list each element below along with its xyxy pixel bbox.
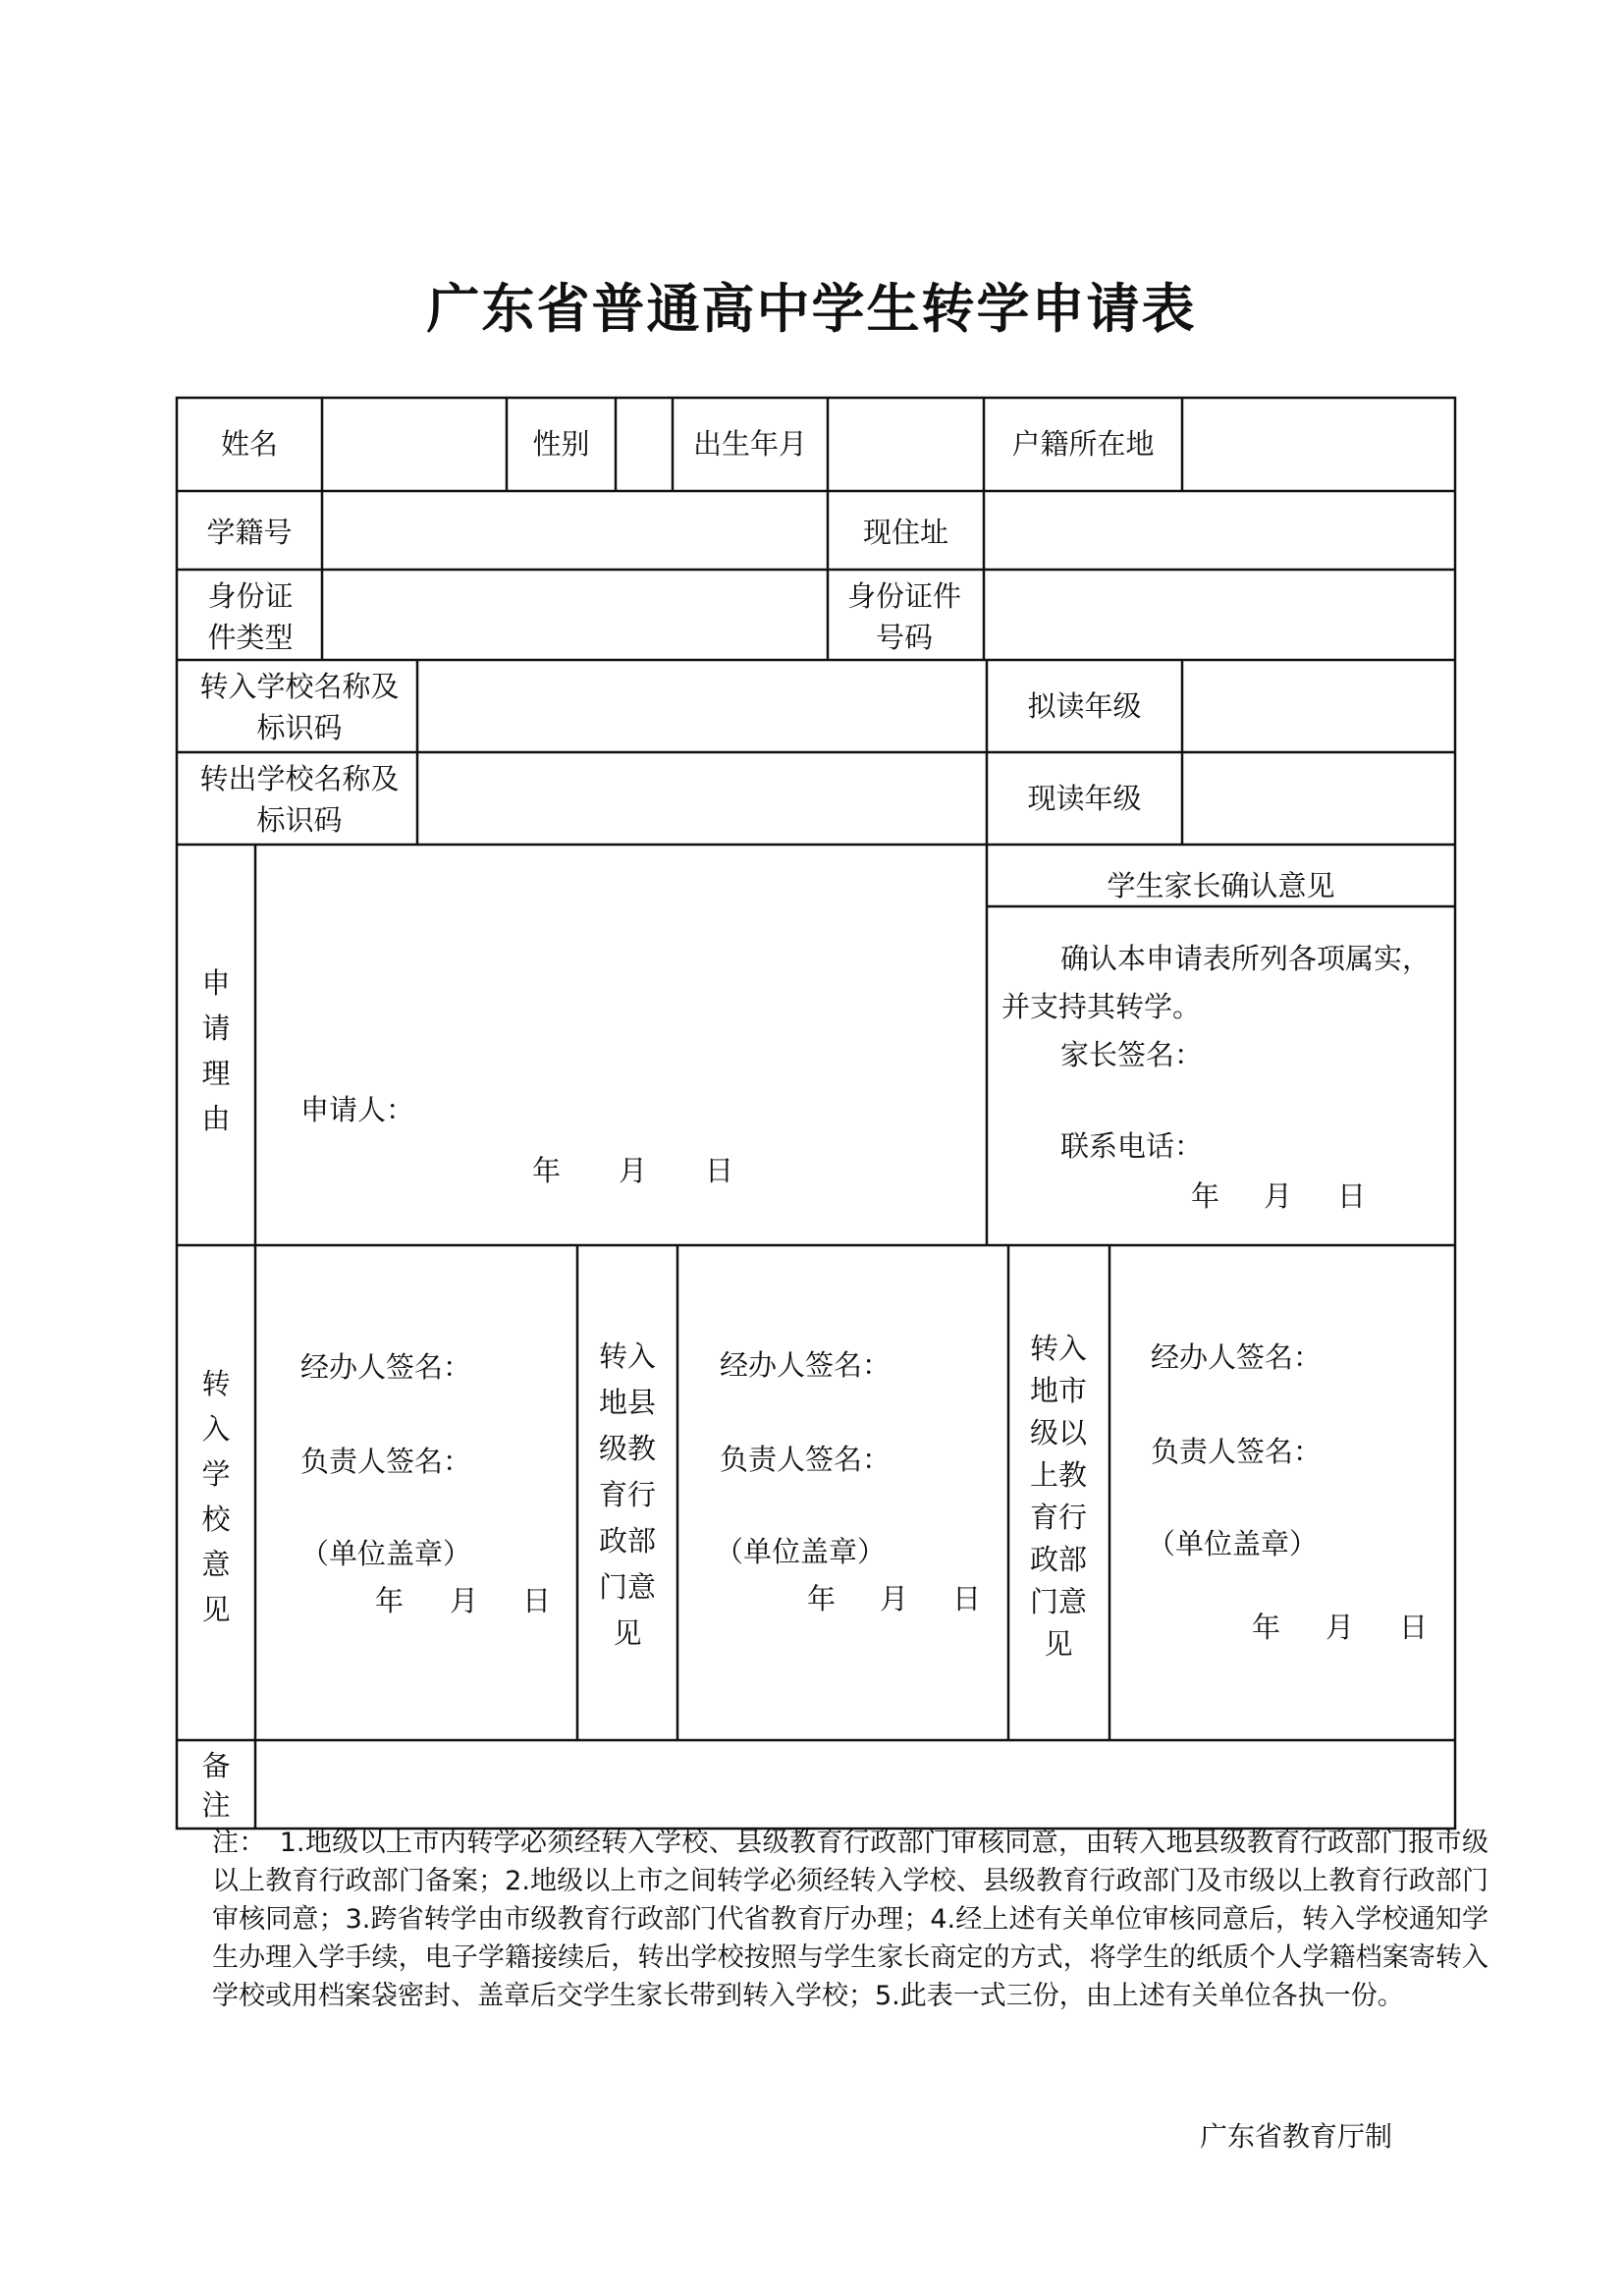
county-date-month: 月 bbox=[880, 1582, 909, 1615]
label-id-number: 身份证件号码 bbox=[847, 579, 962, 654]
label-address: 现住址 bbox=[862, 516, 948, 549]
city-date-day: 日 bbox=[1399, 1611, 1429, 1644]
label-remarks: 备注 bbox=[201, 1749, 231, 1822]
label-name: 姓名 bbox=[220, 427, 278, 461]
reason-date-day: 日 bbox=[705, 1154, 734, 1187]
label-student-id: 学籍号 bbox=[206, 516, 293, 549]
label-transfer-in-school: 转入学校名称及标识码 bbox=[199, 670, 400, 744]
county-date-day: 日 bbox=[952, 1582, 982, 1615]
issuer-footer: 广东省教育厅制 bbox=[1200, 2120, 1393, 2153]
label-gender: 性别 bbox=[532, 427, 590, 461]
county-leader-signature: 负责人签名： bbox=[720, 1443, 892, 1476]
county-handler-signature: 经办人签名： bbox=[720, 1348, 892, 1382]
city-seal: （单位盖章） bbox=[1147, 1527, 1319, 1560]
parent-date-month: 月 bbox=[1264, 1179, 1293, 1213]
school-seal: （单位盖章） bbox=[300, 1537, 472, 1570]
label-current-grade: 现读年级 bbox=[1027, 782, 1142, 815]
parent-confirm-line1: 确认本申请表所列各项属实， bbox=[1060, 942, 1432, 975]
county-date-year: 年 bbox=[807, 1582, 837, 1615]
school-handler-signature: 经办人签名： bbox=[300, 1350, 472, 1384]
form-notes: 注： 1.地级以上市内转学必须经转入学校、县级教育行政部门审核同意，由转入地县级教育行政部门报市级以上教育行政部门备案；2.地级以上市之间转学必须经转入学校、县级教育行政部门及市级以上教育行政部门审核同意；3.跨省转学由市级教育行政部门代省教育厅办理；4.经上述有关单位审核同意后，转入学校通知学生办理入学手续，电子学籍接续后，转出学校按照与学生家长商定的方式，将学生的纸质个人学籍档案寄转入学校或用档案袋密封、盖章后交学生家长带到转入学校；5.此表一式三份，由上述有关单位各执一份。 bbox=[212, 1828, 1488, 2011]
school-date-month: 月 bbox=[450, 1584, 479, 1617]
form-title: 广东省普通高中学生转学申请表 bbox=[426, 277, 1197, 340]
label-id-type: 身份证件类型 bbox=[207, 579, 294, 654]
label-county-opinion: 转入地县级教育行政部门意见 bbox=[598, 1339, 656, 1650]
reason-date-year: 年 bbox=[532, 1154, 562, 1187]
applicant-label: 申请人： bbox=[300, 1093, 415, 1126]
city-date-month: 月 bbox=[1325, 1611, 1355, 1644]
reason-date-month: 月 bbox=[619, 1154, 648, 1187]
school-date-year: 年 bbox=[375, 1584, 405, 1617]
label-transfer-out-school: 转出学校名称及标识码 bbox=[199, 762, 400, 837]
city-handler-signature: 经办人签名： bbox=[1151, 1340, 1323, 1374]
parent-opinion-header: 学生家长确认意见 bbox=[1107, 869, 1335, 902]
label-hukou: 户籍所在地 bbox=[1011, 427, 1155, 461]
parent-date-day: 日 bbox=[1337, 1179, 1367, 1213]
label-city-opinion: 转入地市级以上教育行政部门意见 bbox=[1029, 1332, 1087, 1661]
school-date-day: 日 bbox=[522, 1584, 552, 1617]
parent-phone-label: 联系电话： bbox=[1060, 1129, 1204, 1163]
parent-signature-label: 家长签名： bbox=[1060, 1038, 1204, 1071]
parent-date-year: 年 bbox=[1191, 1179, 1220, 1213]
city-leader-signature: 负责人签名： bbox=[1151, 1435, 1323, 1468]
school-leader-signature: 负责人签名： bbox=[300, 1445, 472, 1478]
label-birth: 出生年月 bbox=[692, 427, 807, 461]
label-intended-grade: 拟读年级 bbox=[1027, 689, 1142, 723]
label-reason: 申请理由 bbox=[201, 966, 231, 1135]
parent-confirm-line2: 并支持其转学。 bbox=[1001, 990, 1202, 1023]
city-date-year: 年 bbox=[1252, 1611, 1281, 1644]
county-seal: （单位盖章） bbox=[715, 1535, 887, 1568]
label-school-opinion: 转入学校意见 bbox=[201, 1367, 231, 1626]
